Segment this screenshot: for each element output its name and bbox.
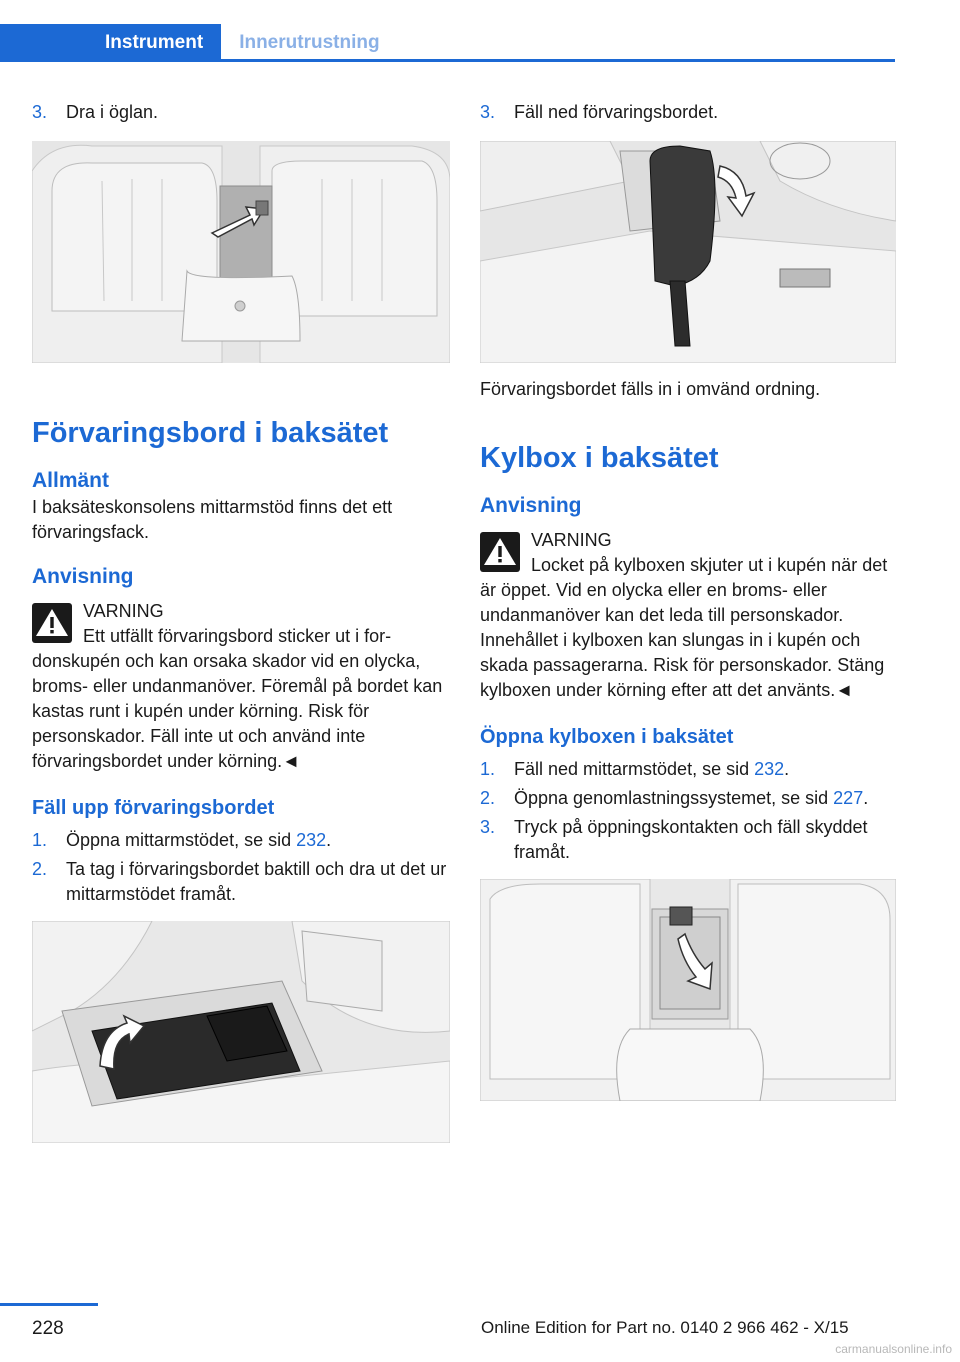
step-text: Fäll ned mittarmstödet, se sid 232. <box>514 759 790 779</box>
open-coolbox-steps <box>480 757 896 865</box>
subheading-general: Allmänt <box>32 469 110 492</box>
step-item <box>32 100 450 125</box>
edition-text: Online Edition for Part no. 0140 2 966 462 - X/15 <box>481 1318 849 1337</box>
footer-line <box>0 1303 98 1306</box>
warning-title: VARNING <box>531 530 612 550</box>
step-text: Tryck på öppningskontakten och fäll skyddet framåt. <box>514 817 868 862</box>
warning-triangle-icon <box>32 603 72 643</box>
tab-innerutrustning[interactable]: Innerutrustning <box>239 32 380 53</box>
armrest-table-drawing <box>32 921 450 1143</box>
warning-text: Ett utfällt förvaringsbord sticker ut i fordonskupén och kan orsaka skador vid en olycka, broms- eller undanmanöver. Föremål på bordet kan kastas runt i kupén under körning. Risk för personskador. Fäll inte ut och använd inte förvaringsbordet under körning.◄ <box>32 626 443 771</box>
armrest-table-illustration <box>32 921 450 1143</box>
page-link-227[interactable]: 227 <box>833 788 864 808</box>
subheading-open-coolbox: Öppna kylboxen i baksätet <box>480 726 734 748</box>
coolbox-cover-drawing <box>480 879 896 1101</box>
step-number: 1. <box>480 759 496 779</box>
warning-triangle-icon <box>480 532 520 572</box>
step-text: Ta tag i förvaringsbordet baktill och dra ut det ur mittarmstödet framåt. <box>66 859 447 904</box>
step-item <box>480 757 896 782</box>
step-text: Öppna mittarmstödet, se sid 232. <box>66 830 332 850</box>
subheading-note: Anvisning <box>32 565 134 588</box>
warning-text: Locket på kylboxen skjuter ut i kupén när det är öppet. Vid en olycka eller en broms- eller undanmanöver kan det leda till personskador. Innehållet i kylboxen kan slungas in i kupén och skada passagerarna. Risk för personskador. Stäng kylboxen under körning efter att det använts.◄ <box>480 555 888 700</box>
left-column <box>32 100 450 1143</box>
fold-down-table-illustration <box>480 141 896 363</box>
section-title: Förvaringsbord i baksätet <box>32 417 389 449</box>
step-item <box>32 828 450 853</box>
section-title: Kylbox i baksätet <box>480 442 719 474</box>
fold-in-paragraph: Förvaringsbordet fälls in i omvänd ordning. <box>480 379 821 399</box>
step-number: 1. <box>32 830 48 850</box>
fold-up-steps <box>32 828 450 907</box>
watermark: carmanualsonline.info <box>835 1342 952 1356</box>
step-item <box>32 857 450 907</box>
page-link-232[interactable]: 232 <box>296 830 327 850</box>
subheading-fold-up: Fäll upp förvaringsbordet <box>32 797 275 819</box>
subheading-note: Anvisning <box>480 494 582 517</box>
step-number: 3. <box>32 102 48 122</box>
step-number: 2. <box>32 859 48 879</box>
warning-block <box>480 528 896 703</box>
step-text: Öppna genomlastningssystemet, se sid 227. <box>514 788 869 808</box>
step-number: 2. <box>480 788 496 808</box>
right-column <box>480 100 896 1101</box>
header-tabs <box>0 24 895 62</box>
fold-down-table-drawing <box>480 141 896 363</box>
step-number: 3. <box>480 817 496 837</box>
step-number: 3. <box>480 102 496 122</box>
page-link-232[interactable]: 232 <box>754 759 785 779</box>
step-text: Fäll ned förvaringsbordet. <box>514 102 719 122</box>
step-text: Dra i öglan. <box>66 102 159 122</box>
tab-instrument[interactable]: Instrument <box>0 24 221 62</box>
rear-seat-loop-drawing <box>32 141 450 363</box>
step-item <box>480 100 896 125</box>
step-item <box>480 815 896 865</box>
warning-block <box>32 599 450 774</box>
rear-seat-loop-illustration <box>32 141 450 363</box>
page-number: 228 <box>32 1318 64 1339</box>
warning-title: VARNING <box>83 601 164 621</box>
coolbox-cover-illustration <box>480 879 896 1101</box>
step-item <box>480 786 896 811</box>
general-paragraph: I baksäteskonsolens mittarmstöd finns det ett förvaringsfack. <box>32 497 393 542</box>
